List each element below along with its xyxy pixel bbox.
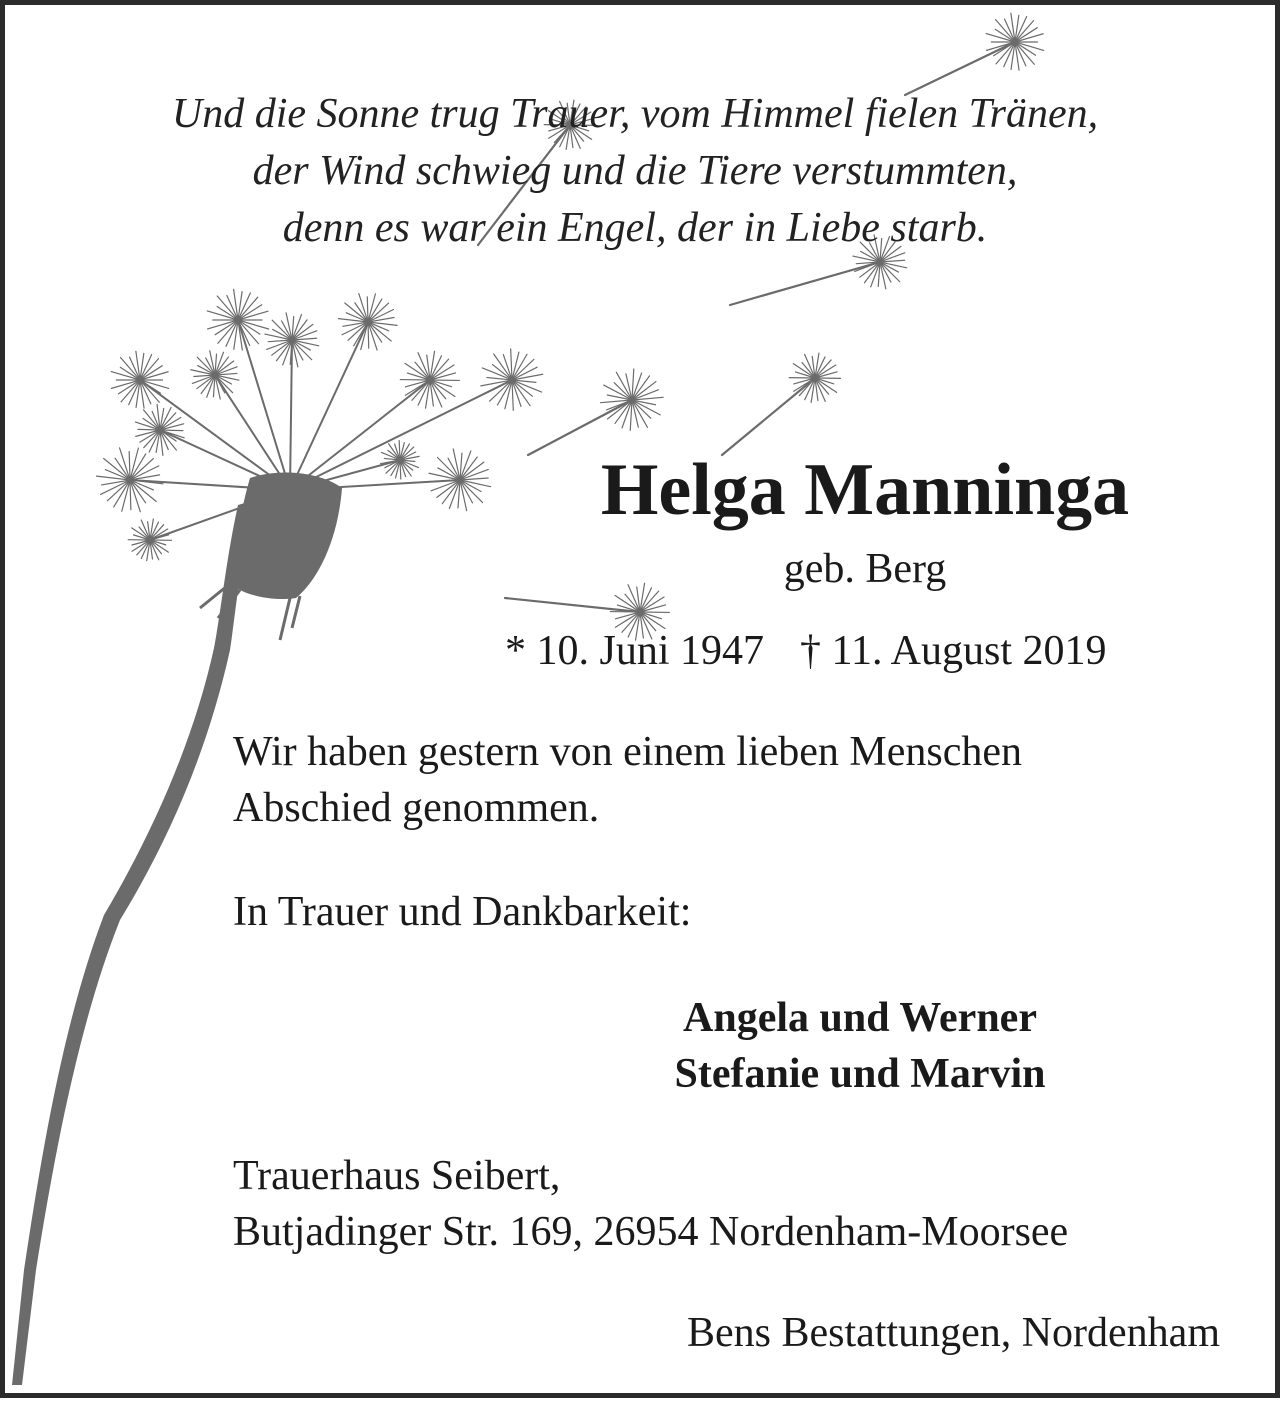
funeral-home: Bens Bestattungen, Nordenham — [686, 1310, 1220, 1356]
dandelion-seed-icon — [128, 519, 171, 561]
dandelion-seed-icon — [338, 294, 397, 350]
poem-line: der Wind schwieg und die Tiere verstummten, — [252, 148, 1018, 194]
dandelion-seed-icon — [191, 351, 239, 399]
dandelion-seed-icon — [136, 404, 185, 455]
dandelion-seed-icon — [97, 448, 163, 512]
dandelion-seed-icon — [381, 441, 420, 479]
death-date: † 11. August 2019 — [800, 628, 1107, 674]
poem-line: denn es war ein Engel, der in Liebe starb. — [282, 205, 988, 251]
maiden-name: geb. Berg — [783, 546, 947, 592]
family-member: Angela und Werner — [683, 995, 1037, 1041]
birth-date: * 10. Juni 1947 — [505, 628, 765, 674]
flying-seed-icon — [986, 13, 1044, 70]
house-line: Trauerhaus Seibert, — [233, 1153, 561, 1199]
family-names — [560, 990, 1160, 1102]
life-dates — [505, 625, 1106, 677]
family-member: Stefanie und Marvin — [674, 1051, 1046, 1097]
dandelion-seed-icon — [207, 289, 268, 350]
deceased-name: Helga Manninga — [600, 449, 1130, 531]
poem — [0, 86, 1270, 257]
thanks-line: In Trauer und Dankbarkeit: — [233, 889, 692, 935]
message-line: Wir haben gestern von einem lieben Menschen — [233, 729, 1023, 775]
message-line: Abschied genommen. — [233, 785, 600, 831]
dandelion-seed-icon — [400, 351, 459, 408]
flying-seed-icon — [789, 353, 840, 402]
mourning-house — [233, 1148, 1068, 1260]
farewell-message — [233, 724, 1022, 836]
flying-seed-icon — [600, 369, 663, 430]
house-line: Butjadinger Str. 169, 26954 Nordenham-Moorsee — [233, 1209, 1069, 1255]
dandelion-seed-icon — [429, 449, 491, 511]
dandelion-seed-icon — [481, 349, 543, 410]
poem-line: Und die Sonne trug Trauer, vom Himmel fielen Tränen, — [171, 91, 1099, 137]
dandelion-seed-icon — [111, 351, 169, 408]
